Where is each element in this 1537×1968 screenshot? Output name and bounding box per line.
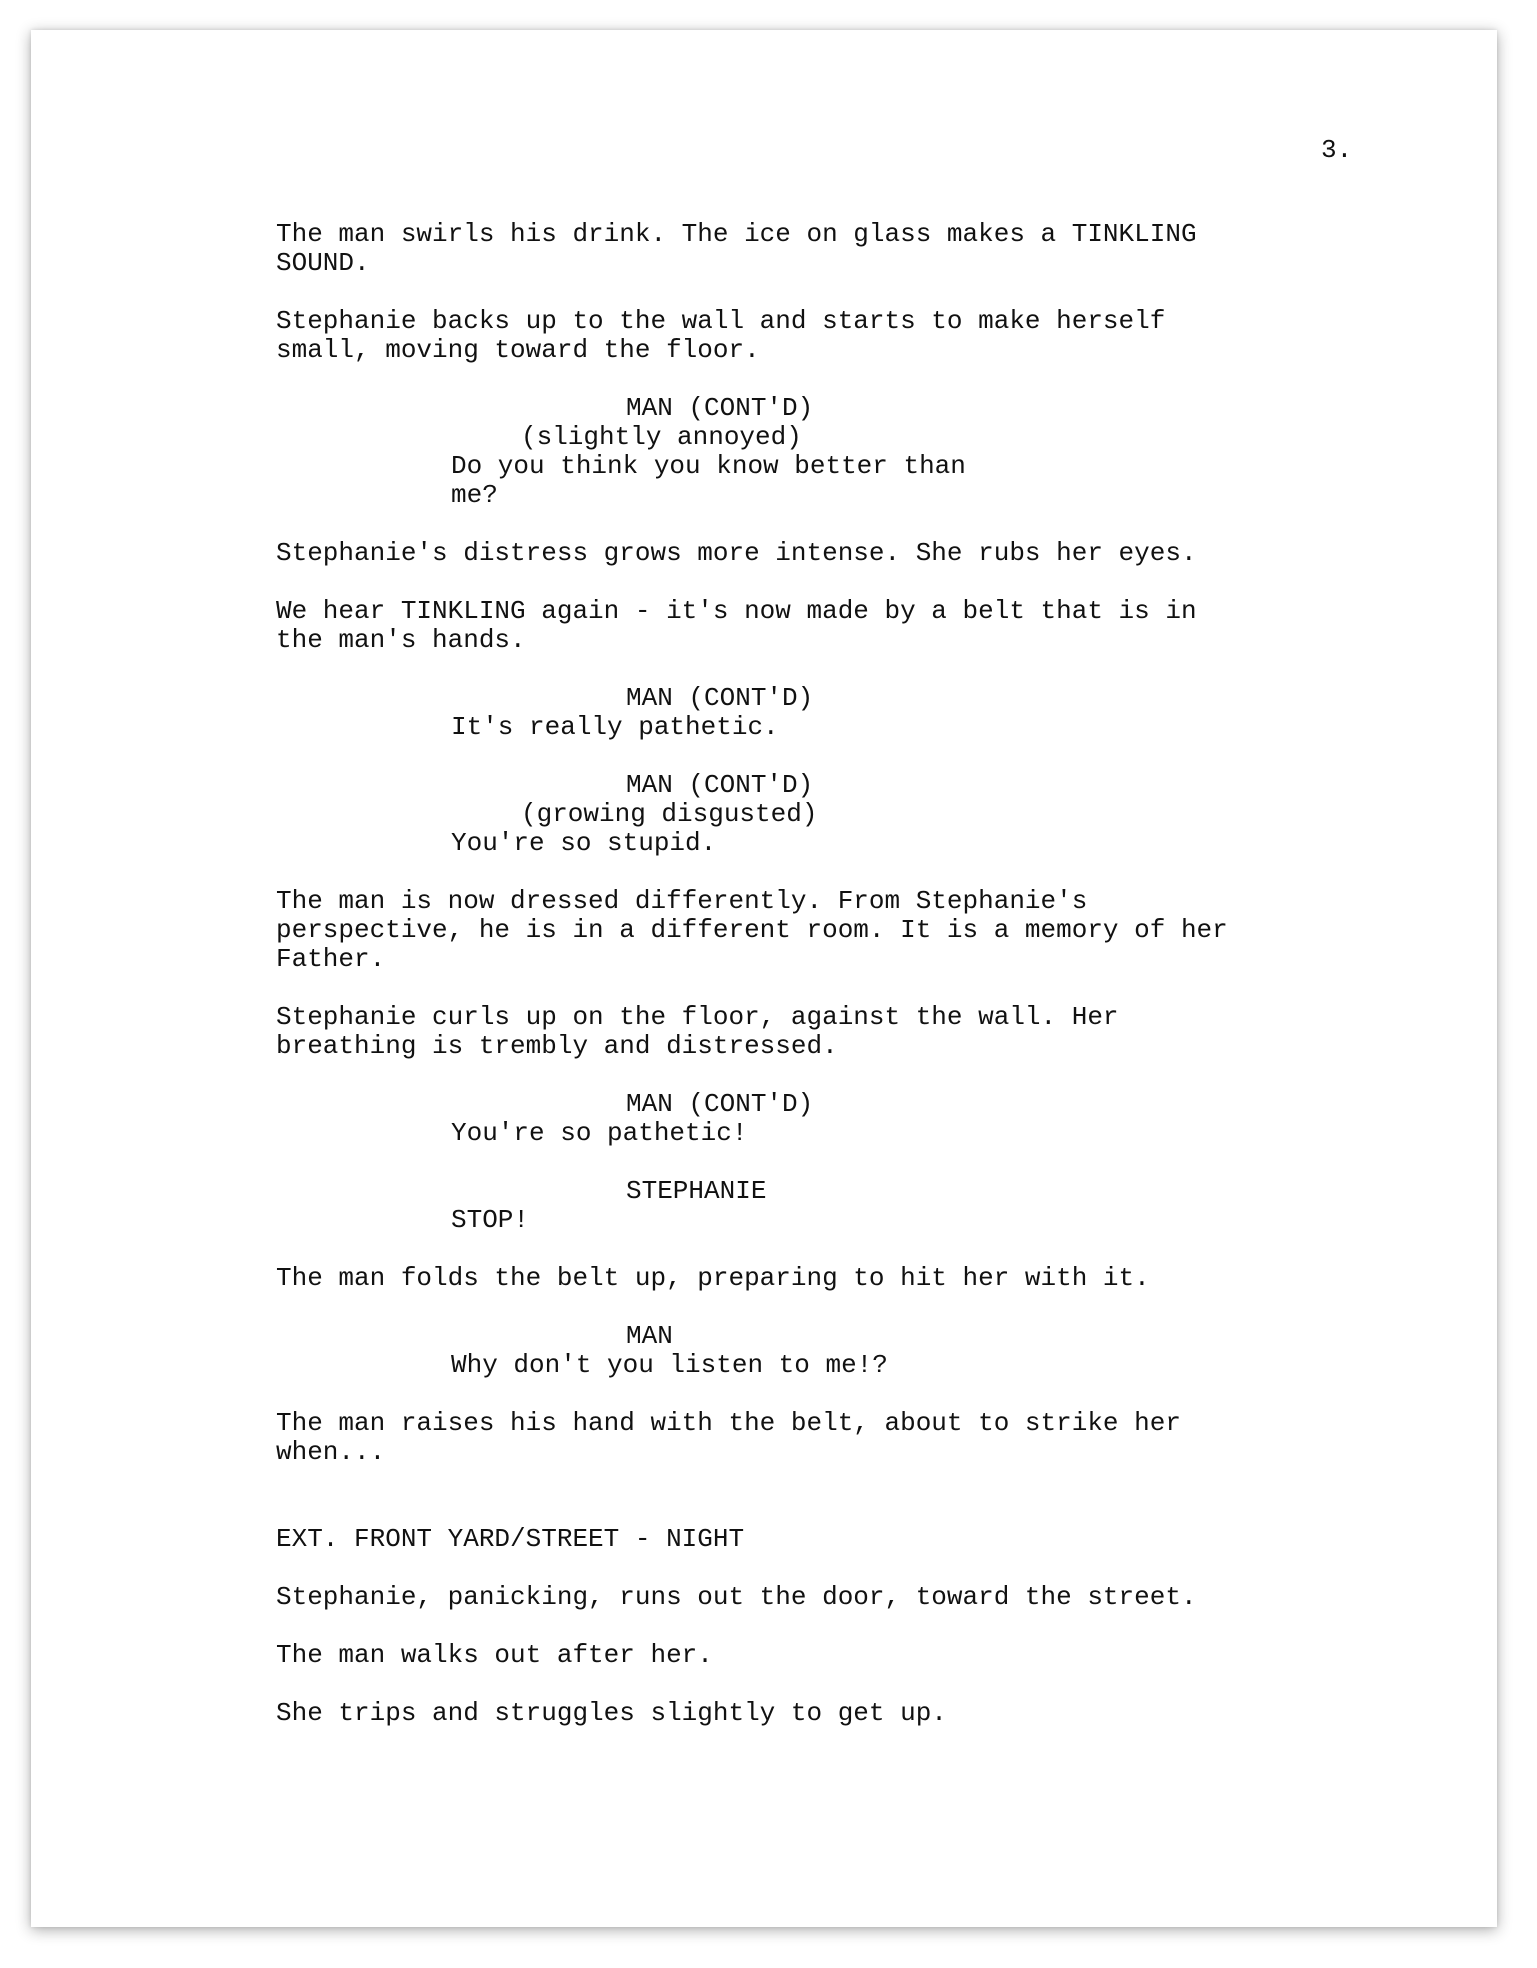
action-line: perspective, he is in a different room. It is a memory of her (276, 915, 1228, 945)
parenthetical: (growing disgusted) (521, 799, 818, 829)
script-page (31, 30, 1497, 1927)
action-line: Stephanie backs up to the wall and starts to make herself (276, 306, 1166, 336)
action-block (276, 539, 1406, 568)
dialogue-line: STOP! (451, 1205, 530, 1235)
action-block (276, 1409, 1406, 1467)
dialogue-line: Do you think you know better than (451, 451, 966, 481)
parenthetical: (slightly annoyed) (521, 422, 802, 452)
dialogue-group (276, 394, 1406, 510)
character-name: MAN (CONT'D) (626, 393, 814, 423)
action-line: The man swirls his drink. The ice on glass makes a TINKLING (276, 219, 1197, 249)
action-line: SOUND. (276, 248, 370, 278)
action-block (276, 1641, 1406, 1670)
dialogue-group (276, 1090, 1406, 1148)
action-line: when... (276, 1437, 386, 1467)
dialogue-line: It's really pathetic. (451, 712, 779, 742)
action-line: Father. (276, 944, 386, 974)
action-block (276, 887, 1406, 974)
action-line: The man folds the belt up, preparing to hit her with it. (276, 1263, 1150, 1293)
dialogue-group (276, 1322, 1406, 1380)
action-line: The man is now dressed differently. From Stephanie's (276, 886, 1088, 916)
action-line: She trips and struggles slightly to get up. (276, 1698, 947, 1728)
action-line: Stephanie, panicking, runs out the door, toward the street. (276, 1582, 1197, 1612)
action-block (276, 1003, 1406, 1061)
character-name: MAN (CONT'D) (626, 683, 814, 713)
character-name: MAN (CONT'D) (626, 770, 814, 800)
dialogue-line: You're so stupid. (451, 828, 717, 858)
action-line: small, moving toward the floor. (276, 335, 760, 365)
action-line: breathing is trembly and distressed. (276, 1031, 838, 1061)
action-block (276, 1699, 1406, 1728)
action-block (276, 307, 1406, 365)
character-name: MAN (626, 1321, 673, 1351)
character-name: STEPHANIE (626, 1176, 767, 1206)
screenplay-body (276, 220, 1406, 1728)
dialogue-group (276, 771, 1406, 858)
action-block (276, 220, 1406, 278)
action-block (276, 1264, 1406, 1293)
action-block (276, 1583, 1406, 1612)
action-line: The man walks out after her. (276, 1640, 713, 1670)
scene-heading-line: EXT. FRONT YARD/STREET - NIGHT (276, 1524, 745, 1554)
character-name: MAN (CONT'D) (626, 1089, 814, 1119)
dialogue-line: me? (451, 480, 498, 510)
dialogue-line: Why don't you listen to me!? (451, 1350, 888, 1380)
dialogue-group (276, 1177, 1406, 1235)
action-line: The man raises his hand with the belt, about to strike her (276, 1408, 1181, 1438)
page-number: 3. (1321, 135, 1353, 165)
action-line: the man's hands. (276, 625, 526, 655)
scene-heading (276, 1525, 1406, 1554)
dialogue-line: You're so pathetic! (451, 1118, 748, 1148)
action-line: We hear TINKLING again - it's now made by a belt that is in (276, 596, 1197, 626)
action-line: Stephanie's distress grows more intense. She rubs her eyes. (276, 538, 1197, 568)
dialogue-group (276, 684, 1406, 742)
action-block (276, 597, 1406, 655)
action-line: Stephanie curls up on the floor, against the wall. Her (276, 1002, 1119, 1032)
